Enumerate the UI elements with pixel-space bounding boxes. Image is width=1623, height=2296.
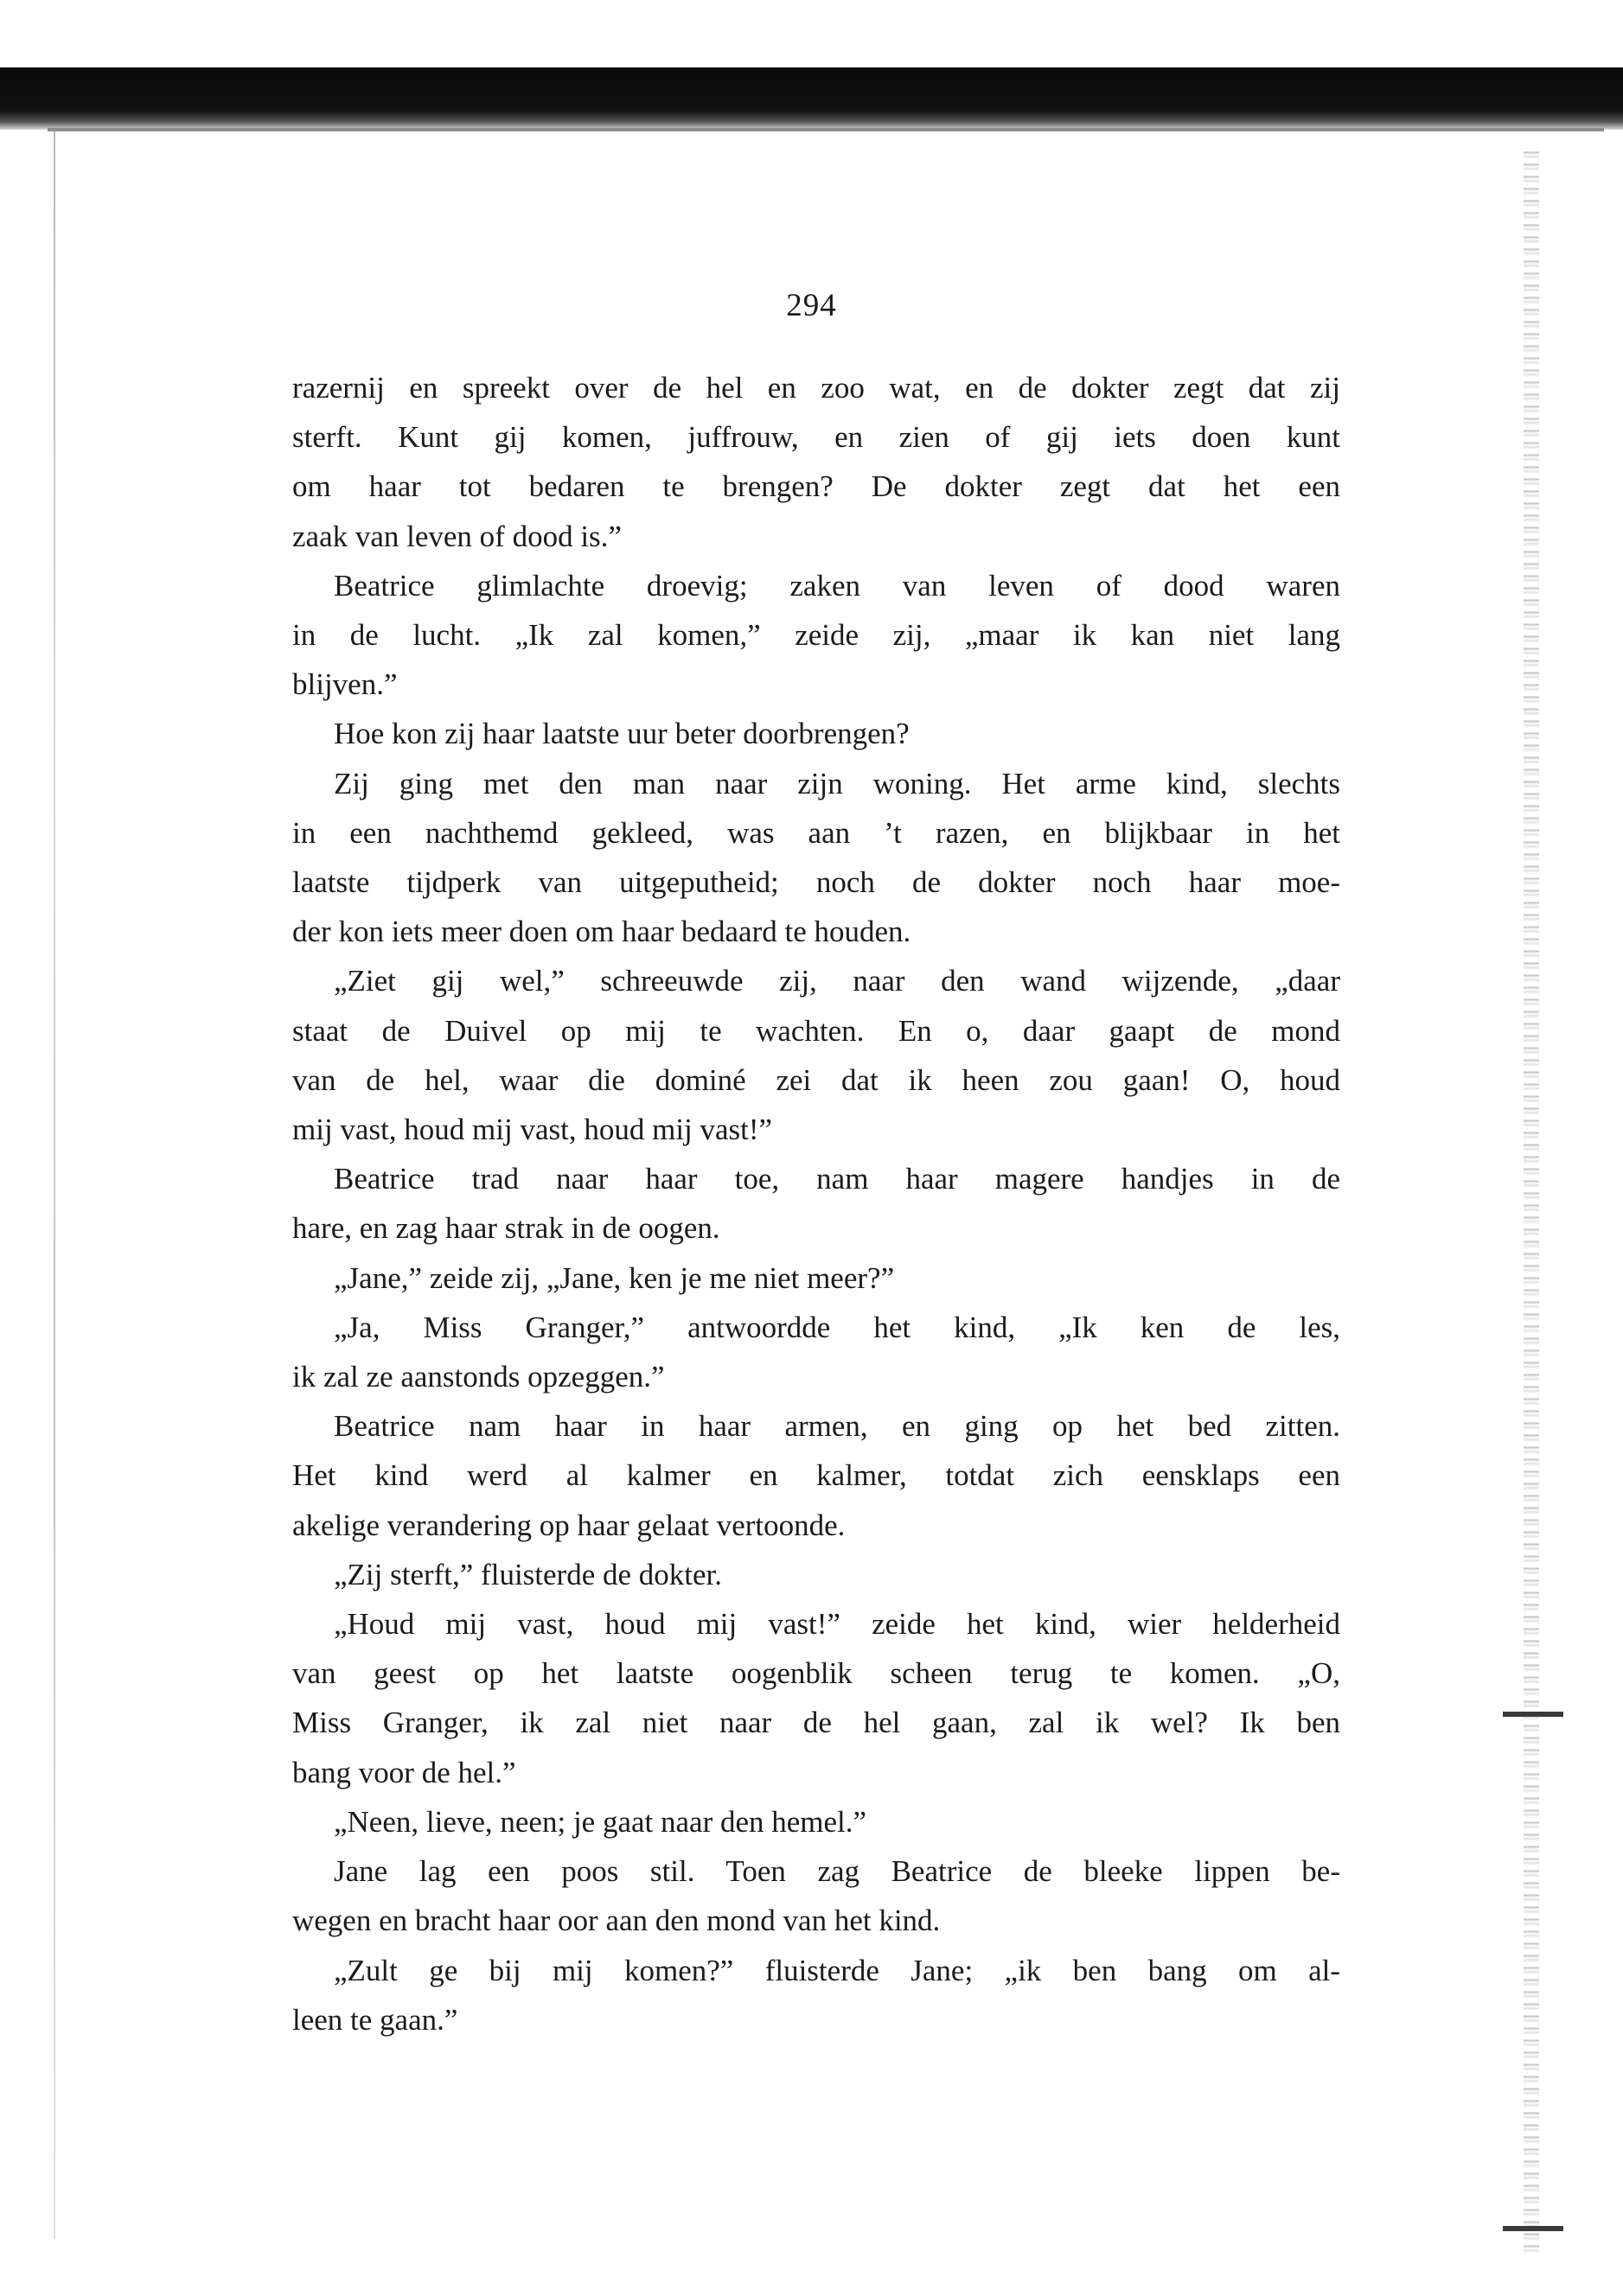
text-line: „Houd mij vast, houd mij vast!” zeide het kind, wier helderheid [334,1607,1340,1642]
text-line: Het kind werd al kalmer en kalmer, totdat zich eensklaps een [292,1458,1340,1493]
scan-binding-mark [1503,2226,1563,2231]
text-line: van geest op het laatste oogenblik scheen terug te komen. „O, [292,1656,1340,1691]
text-line: mij vast, houd mij vast, houd mij vast!” [292,1113,773,1147]
text-line: in een nachthemd gekleed, was aan ’t razen, en blijkbaar in het [292,815,1340,850]
text-line: „Jane,” zeide zij, „Jane, ken je me niet meer?” [334,1260,895,1295]
text-line: der kon iets meer doen om haar bedaard te houden. [292,915,911,949]
text-line: akelige verandering op haar gelaat vertoonde. [292,1508,846,1542]
text-line: laatste tijdperk van uitgeputheid; noch de dokter noch haar moe- [292,865,1340,900]
page-number: 294 [786,288,837,323]
text-line: „Ja, Miss Granger,” antwoordde het kind, „Ik ken de les, [334,1310,1340,1344]
scan-right-binding-edge [1524,147,1539,2256]
text-line: wegen en bracht haar oor aan den mond van het kind. [292,1904,941,1938]
text-line: staat de Duivel op mij te wachten. En o, daar gaapt de mond [292,1013,1340,1048]
body-text [292,363,1340,2044]
scan-binding-mark [1503,1712,1563,1717]
text-line: razernij en spreekt over de hel en zoo wat, en de dokter zegt dat zij [292,371,1340,405]
text-line: „Neen, lieve, neen; je gaat naar den hemel.” [334,1804,867,1839]
text-line: zaak van leven of dood is.” [292,519,622,553]
text-line: hare, en zag haar strak in de oogen. [292,1211,720,1246]
text-line: van de hel, waar die dominé zei dat ik heen zou gaan! O, houd [292,1062,1340,1097]
text-line: Beatrice trad naar haar toe, nam haar magere handjes in de [334,1162,1340,1196]
scan-top-edge [48,128,1604,131]
scan-top-border [0,67,1623,130]
text-line: Hoe kon zij haar laatste uur beter doorbrengen? [334,717,910,751]
text-line: leen te gaan.” [292,2002,458,2037]
text-line: Beatrice nam haar in haar armen, en ging op het bed zitten. [334,1409,1340,1444]
text-line: „Zij sterft,” fluisterde de dokter. [334,1557,723,1591]
text-line: in de lucht. „Ik zal komen,” zeide zij, „maar ik kan niet lang [292,618,1340,653]
text-line: Miss Granger, ik zal niet naar de hel gaan, zal ik wel? Ik ben [292,1706,1340,1740]
text-line: Beatrice glimlachte droevig; zaken van leven of dood waren [334,568,1340,603]
text-line: sterft. Kunt gij komen, juffrouw, en zien of gij iets doen kunt [292,420,1340,455]
text-line: ik zal ze aanstonds opzeggen.” [292,1360,665,1394]
text-line: „Ziet gij wel,” schreeuwde zij, naar den wand wijzende, „daar [334,964,1340,998]
scan-left-shadow [54,130,55,2239]
text-line: „Zult ge bij mij komen?” fluisterde Jane; „ik ben bang om al- [334,1953,1340,1987]
text-line: blijven.” [292,667,398,702]
text-line: bang voor de hel.” [292,1755,516,1789]
text-line: Jane lag een poos stil. Toen zag Beatrice de bleeke lippen be- [334,1854,1340,1889]
text-line: om haar tot bedaren te brengen? De dokter zegt dat het een [292,469,1340,504]
text-line: Zij ging met den man naar zijn woning. Het arme kind, slechts [334,766,1340,800]
